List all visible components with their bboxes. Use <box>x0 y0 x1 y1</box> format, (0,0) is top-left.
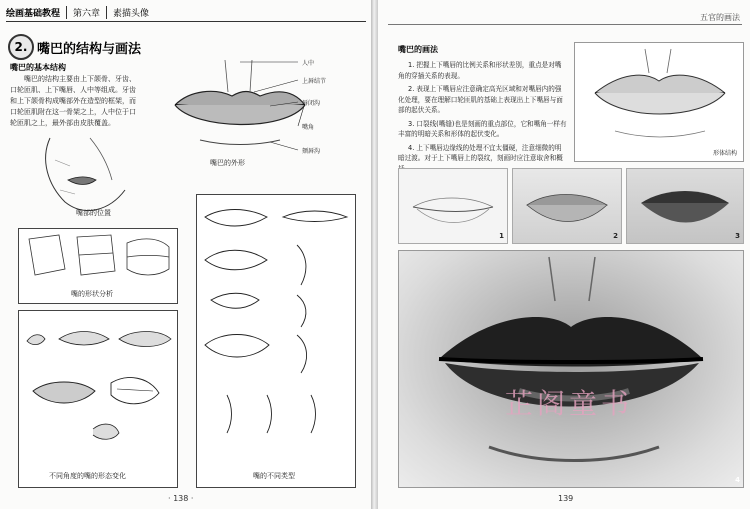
label-lip-groove: 唇闭沟 <box>302 100 321 107</box>
shape-analysis-sketch <box>19 229 177 285</box>
mouth-outer-figure <box>170 50 360 180</box>
caption-types: 嘴的不同类型 <box>253 472 295 480</box>
mouth-sketch <box>170 50 360 180</box>
left-page <box>0 0 371 509</box>
step-2-sketch <box>513 169 621 243</box>
step-3-image <box>626 168 744 244</box>
book-gutter <box>371 0 378 509</box>
step-3-text: 3. 口裂线(嘴缝)也是刻画的重点部位，它和嘴角一样有丰富的明暗关系和形体的起伏变化。 <box>398 119 567 138</box>
step-3-sketch <box>627 169 743 243</box>
caption-form-structure: 形体结构 <box>712 150 737 157</box>
step-3-number: 3 <box>735 232 740 240</box>
header-rule <box>388 24 742 25</box>
angles-box <box>18 310 178 488</box>
section-title: 嘴巴的结构与画法 <box>37 41 142 57</box>
label-upper-lip-tubercle: 上唇结节 <box>302 78 327 85</box>
watermark: 芷阁童书 <box>505 387 634 420</box>
types-box <box>196 194 356 488</box>
step-4-image <box>398 250 744 488</box>
caption-mouth-position: 嘴部的位置 <box>76 209 111 217</box>
chapter-label: 第六章 <box>67 6 107 19</box>
step-4-number: 4 <box>735 476 740 484</box>
step-2-number: 2 <box>613 232 618 240</box>
step-2-text: 2. 表现上下嘴唇应注意确定高光区域和对嘴唇内的强化处理，要在理解口轮匝肌的基础上表现出上下嘴唇与面部的起伏关系。 <box>398 85 563 114</box>
mouth-position-figure <box>30 130 150 220</box>
step-1-image <box>398 168 508 244</box>
steps-text <box>398 60 568 174</box>
face-sketch <box>30 130 150 220</box>
left-header <box>6 4 366 22</box>
section-number: 2. <box>8 34 34 60</box>
paragraph-line: 口轮匝肌、上下嘴唇、人中等组成。牙齿 <box>10 86 136 94</box>
drawing-subheading: 嘴巴的画法 <box>398 45 438 54</box>
form-structure-sketch <box>575 43 743 147</box>
book-title: 绘画基础教程 <box>6 6 67 19</box>
paragraph-line: 口轮匝肌附在这一骨架之上，人中位于口 <box>10 108 136 116</box>
shape-analysis-box <box>18 228 178 304</box>
step-4-sketch <box>399 251 743 487</box>
paragraph-line: 和上下颌骨构成嘴部外在造型的框架，而 <box>10 97 136 105</box>
step-1-text: 1. 把握上下嘴唇的比例关系和形状差别，重点是对嘴角的穿插关系的表现。 <box>398 61 562 80</box>
chapter-name: 素描头像 <box>113 9 150 19</box>
angles-sketch <box>19 311 177 461</box>
step-1-sketch <box>399 169 507 243</box>
section-heading <box>8 34 141 60</box>
caption-outer-shape: 嘴巴的外形 <box>210 159 245 167</box>
form-structure-box <box>574 42 744 162</box>
step-4-text: 4. 上下嘴唇边缘线的处理不宜太僵硬，注意细微的明暗过渡。对于上下嘴唇上的裂纹，刻画时应注意取舍和概 <box>398 143 563 162</box>
label-mentolabial-sulcus: 颏唇沟 <box>302 148 321 155</box>
page-number-right: 139 <box>558 494 574 503</box>
structure-subheading: 嘴巴的基本结构 <box>10 63 66 72</box>
right-page <box>378 0 750 509</box>
caption-angles: 不同角度的嘴的形态变化 <box>49 472 126 480</box>
right-header: 五官的画法 <box>700 13 740 22</box>
types-sketch <box>197 195 355 460</box>
structure-paragraph <box>10 74 165 129</box>
step-2-image <box>512 168 622 244</box>
label-mouth-corner: 嘴角 <box>302 124 315 131</box>
step-1-number: 1 <box>499 232 504 240</box>
paragraph-line: 嘴巴的结构主要由上下颌骨、牙齿、 <box>24 75 136 83</box>
paragraph-line: 轮匝肌之上，最外部由皮肤覆盖。 <box>10 119 115 127</box>
page-number-left: · 138 · <box>168 494 194 503</box>
caption-shape-analysis: 嘴的形状分析 <box>71 290 113 298</box>
label-philtrum: 人中 <box>302 60 315 67</box>
